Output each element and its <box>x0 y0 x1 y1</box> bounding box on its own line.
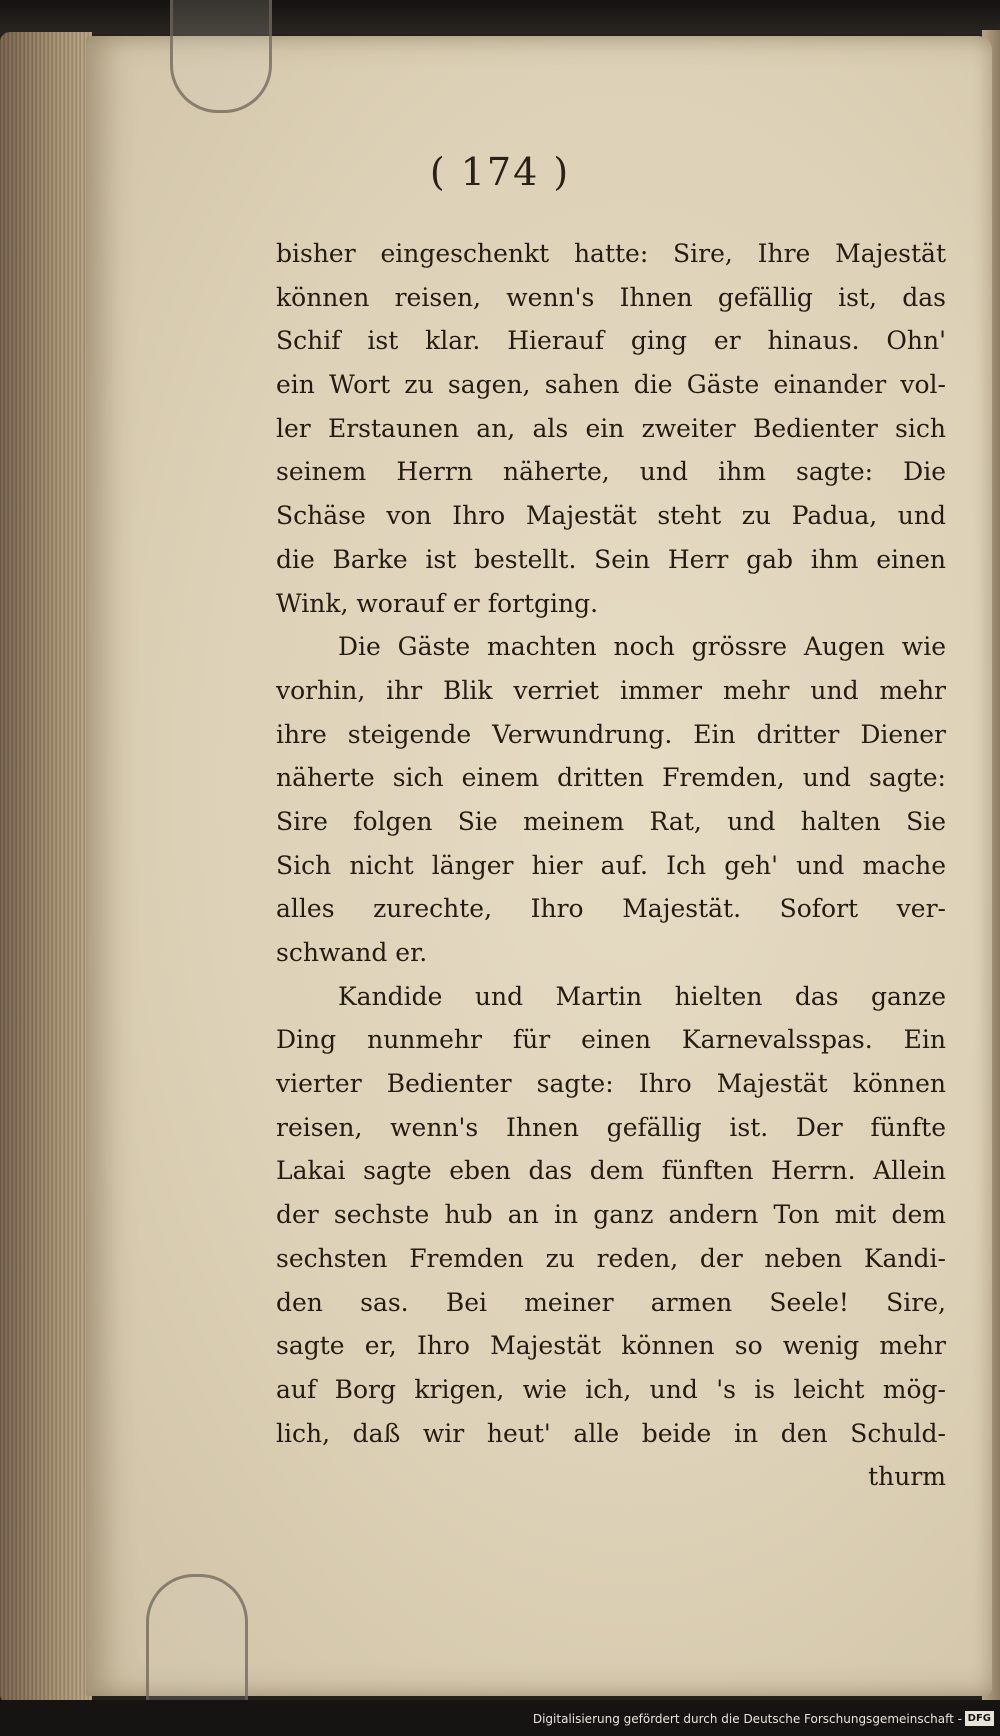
page-number: ( 174 ) <box>429 150 571 194</box>
text-line: der sechste hub an in ganz andern Ton mit dem <box>276 1200 946 1230</box>
page-clip-top <box>170 0 272 113</box>
text-line: lich, daß wir heut' alle beide in den Schuld- <box>276 1418 946 1448</box>
page-clip-bottom <box>146 1574 248 1711</box>
text-line: ein Wort zu sagen, sahen die Gäste einander vol- <box>276 370 946 400</box>
text-line: ihre steigende Verwundrung. Ein dritter Diener <box>276 719 946 749</box>
text-line: thurm <box>868 1462 946 1492</box>
text-line: ler Erstaunen an, als ein zweiter Bedienter sich <box>276 413 946 443</box>
text-line: Sire folgen Sie meinem Rat, und halten Sie <box>276 806 946 836</box>
text-line: Die Gäste machten noch grössre Augen wie <box>338 632 946 662</box>
text-line: alles zurechte, Ihro Majestät. Sofort ver- <box>276 894 946 924</box>
body-text <box>276 232 946 1499</box>
text-line: bisher eingeschenkt hatte: Sire, Ihre Majestät <box>276 239 946 268</box>
scan-top-shadow <box>0 0 1000 34</box>
text-line: den sas. Bei meiner armen Seele! Sire, <box>276 1287 946 1317</box>
digitization-credit: Digitalisierung gefördert durch die Deutsche Forschungsgemeinschaft - <box>532 1712 962 1726</box>
text-line: auf Borg krigen, wie ich, und 's is leicht mög- <box>276 1374 946 1404</box>
text-line: sechsten Fremden zu reden, der neben Kandi- <box>276 1243 946 1273</box>
text-line: seinem Herrn näherte, und ihm sagte: Die <box>276 457 946 487</box>
text-line: können reisen, wenn's Ihnen gefällig ist, das <box>276 282 946 312</box>
dfg-logo: DFG <box>965 1711 994 1726</box>
text-line: Schäse von Ihro Majestät steht zu Padua, und <box>276 501 946 531</box>
text-line: Wink, worauf er fortging. <box>276 588 599 618</box>
text-line: schwand er. <box>276 938 428 967</box>
text-line: Ding nunmehr für einen Karnevalsspas. Ein <box>276 1025 946 1055</box>
text-line: reisen, wenn's Ihnen gefällig ist. Der fünfte <box>276 1112 946 1142</box>
text-line: Kandide und Martin hielten das ganze <box>338 981 946 1011</box>
text-line: näherte sich einem dritten Fremden, und sagte: <box>276 763 946 793</box>
text-line: vorhin, ihr Blik verriet immer mehr und mehr <box>276 675 946 705</box>
text-line: die Barke ist bestellt. Sein Herr gab ihm einen <box>276 544 946 574</box>
text-line: sagte er, Ihro Majestät können so wenig mehr <box>276 1331 946 1361</box>
text-line: Schif ist klar. Hierauf ging er hinaus. Ohn' <box>276 326 946 356</box>
text-line: Lakai sagte eben das dem fünften Herrn. Allein <box>276 1156 946 1186</box>
text-line: Sich nicht länger hier auf. Ich geh' und mache <box>276 850 946 880</box>
text-line: vierter Bedienter sagte: Ihro Majestät können <box>276 1069 946 1099</box>
page-stack-edge <box>0 32 92 1704</box>
